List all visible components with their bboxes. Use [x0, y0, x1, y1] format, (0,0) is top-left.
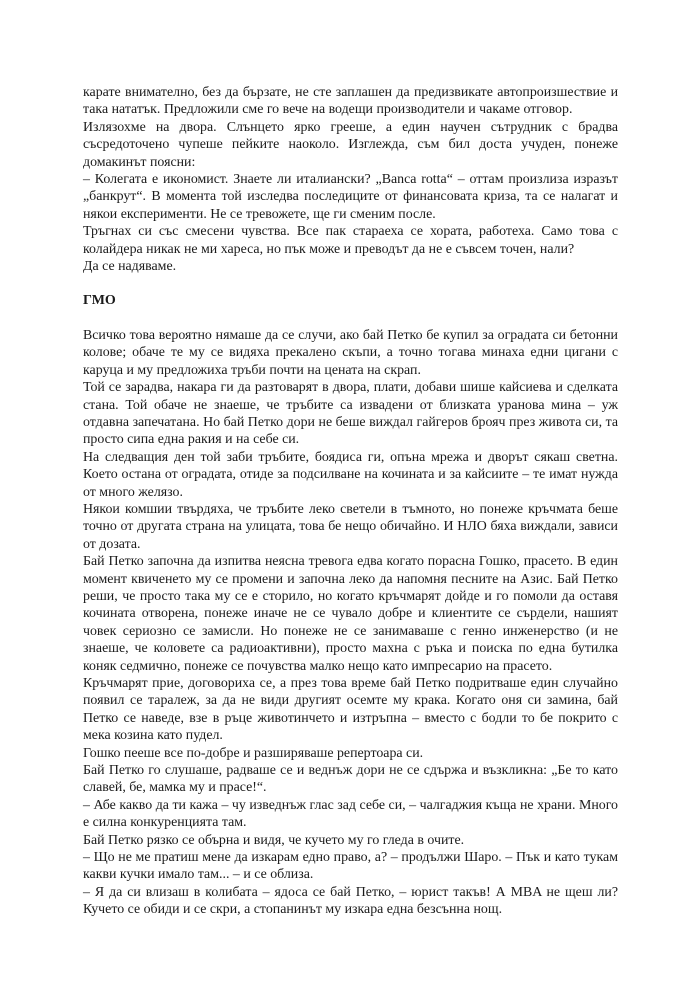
paragraph: Тръгнах си със смесени чувства. Все пак стараеха се хората, работеха. Само това с колайдера никак не ми хареса, но пък може и преводът да не е съвсем точен, нали?: [83, 224, 618, 257]
paragraph: карате внимателно, без да бързате, не сте заплашен да предизвикате автопроизшествие и така нататък. Предложили сме го вече на водещи производители и чакаме отговор.: [83, 85, 618, 118]
document-page: [83, 84, 618, 919]
paragraph: На следващия ден той заби тръбите, боядиса ги, опъна мрежа и дворът сякаш светна. Което остана от оградата, отиде за подсилване на кочината и за кайсиите – те имат нужда от много желязо.: [83, 449, 618, 500]
section-gmo: [83, 327, 618, 919]
spacer: [83, 310, 618, 327]
paragraph: Всичко това вероятно нямаше да се случи, ако бай Петко бе купил за оградата си бетонни колове; обаче те му се видяха прекалено скъпи, а точно тогава минаха едни цигани с каруца и му предложиха тръби почти на цената на скрап.: [83, 327, 618, 378]
section-continuation: [83, 84, 618, 275]
paragraph: Бай Петко го слушаше, радваше се и веднъж дори не се сдържа и възкликна: „Бе то като славей, бе, мамка му и прасе!“.: [83, 763, 618, 796]
paragraph: Той се зарадва, накара ги да разтоварят в двора, плати, добави шише кайсиева и сделката стана. Той обаче не знаеше, че тръбите са извадени от близката уранова мина – уж отдавна запечатана. Но бай Петко дори не беше виждал гайгеров брояч през живота си, та просто сипа една ракия и на себе си.: [83, 380, 618, 448]
paragraph: Гошко пееше все по-добре и разширяваше репертоара си.: [83, 745, 424, 761]
paragraph: – Колегата е икономист. Знаете ли италиански? „Banca rotta“ – оттам произлиза изразът „банкрут“. В момента той изследва последиците от финансовата криза, та се налагат и някои експерименти. Не се тревожете, ще ги сменим после.: [83, 172, 618, 222]
paragraph: – Абе какво да ти кажа – чу изведнъж глас зад себе си, – чалгаджия къща не храни. Много е силна конкуренцията там.: [83, 797, 618, 831]
section-heading: ГМО: [83, 293, 116, 309]
paragraph: Излязохме на двора. Слънцето ярко грееше, а един научен сътрудник с брадва съсредоточено чупеше пейките наоколо. Изглежда, съм бил доста учуден, понеже домакинът поясни:: [83, 119, 618, 170]
paragraph: Някои комшии твърдяха, че тръбите леко светели в тъмното, но понеже кръчмата беше точно от другата страна на улицата, това бе нещо обичайно. И НЛО бяха виждали, зависи от дозата.: [83, 501, 618, 552]
paragraph: Бай Петко рязко се обърна и видя, че кучето му го гледа в очите.: [83, 832, 465, 848]
paragraph: – Я да си влизаш в колибата – ядоса се бай Петко, – юрист такъв! А MBA не щеш ли? Кучето се обиди и се скри, а стопанинът му изкара една безсънна нощ.: [83, 884, 618, 918]
paragraph: Бай Петко започна да изпитва неясна тревога едва когато порасна Гошко, прасето. В един момент квиченето му се промени и започна леко да напомня песните на Азис. Бай Петко реши, че просто така му се е сторило, но когато кръчмарят дойде и го помоли да оставя кочината отворена, понеже иначе не се чувало добре и клиентите се сърдели, нашият човек сериозно се замисли. Но понеже не се занимаваше с генно инженерство (и не знаеше, че коловете са радиоактивни), просто махна с ръка и поиска по една бутилка коняк седмично, понеже се почувства малко нещо като импресарио на прасето.: [83, 554, 618, 674]
paragraph: – Що не ме пратиш мене да изкарам едно право, а? – продължи Шаро. – Пък и като тукам какви кучки имало там... – и се облиза.: [83, 850, 618, 883]
paragraph: Кръчмарят прие, договориха се, а през това време бай Петко подритваше един случайно появил се таралеж, за да не види другият осемте му крака. Когато оня си замина, бай Петко се наведе, взе в ръце животинчето и изтръпна – вместо с бодли то бе покрито с мека козина като пудел.: [83, 676, 618, 744]
paragraph: Да се надяваме.: [83, 259, 177, 275]
spacer: [83, 275, 618, 292]
